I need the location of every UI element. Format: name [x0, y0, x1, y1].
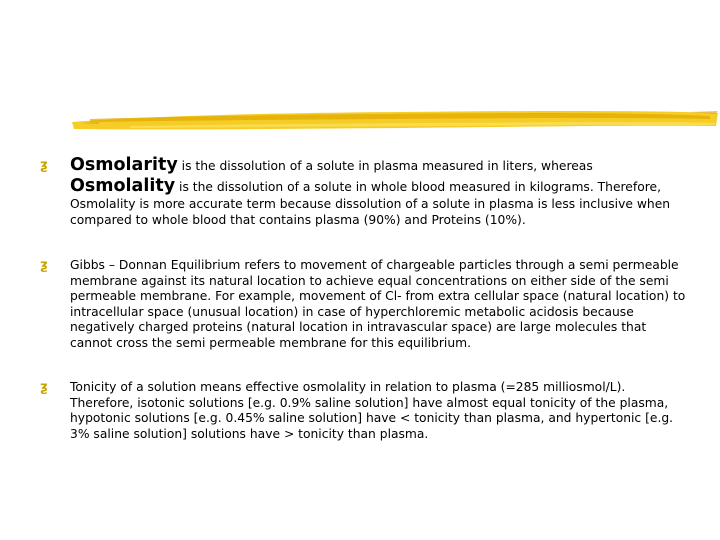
term-osmolality: Osmolality: [70, 176, 176, 196]
osmolality-definition: is the dissolution of a solute in whole blood measured in kilograms. Therefore,: [175, 180, 661, 194]
bullet-text: [70, 155, 686, 228]
z-bullet-icon: ƺ: [40, 380, 48, 395]
osmolarity-definition: is the dissolution of a solute in plasma measured in liters, whereas: [177, 159, 593, 173]
z-bullet-icon: ƺ: [40, 158, 48, 173]
bullet-text: [70, 258, 686, 351]
term-gibbs-donnan: Gibbs – Donnan Equilibrium: [70, 258, 241, 272]
osmolality-explanation: Osmolality is more accurate term because dissolution of a solute in plasma is less inclusive when compared to whole blood that contains plasma (90%) and Proteins (10%).: [70, 197, 671, 227]
line-osmolality: [70, 176, 686, 197]
z-bullet-icon: ƺ: [40, 258, 48, 273]
term-osmolarity: Osmolarity: [70, 155, 178, 175]
tonicity-definition: of a solution means effective osmolality in relation to plasma (=285 milliosmol/L). Therefore, isotonic solutions [e.g. 0.9% saline solution] have almost equal tonicity of the plasma, hypotonic solutions [e.g. 0.45% saline solution] have < tonicity than plasma, and hypertonic [e.g. 3% saline solution] solutions have > tonicity than plasma.: [70, 380, 674, 441]
term-tonicity: Tonicity: [70, 380, 117, 394]
bullet-text: [70, 380, 686, 442]
gibbs-donnan-definition: refers to movement of chargeable particles through a semi permeable membrane against its natural location to achieve equal concentrations on either side of the semi permeable membrane. For example, movement of Cl- from extra cellular space (natural location) to intracellular space (unusual location) in case of hyperchloremic metabolic acidosis because negatively charged proteins (natural location in intravascular space) are large molecules that cannot cross the semi permeable membrane for this equilibrium.: [70, 258, 686, 350]
yellow-brush-stroke-divider: [70, 102, 720, 136]
line-osmolarity: [70, 155, 686, 176]
